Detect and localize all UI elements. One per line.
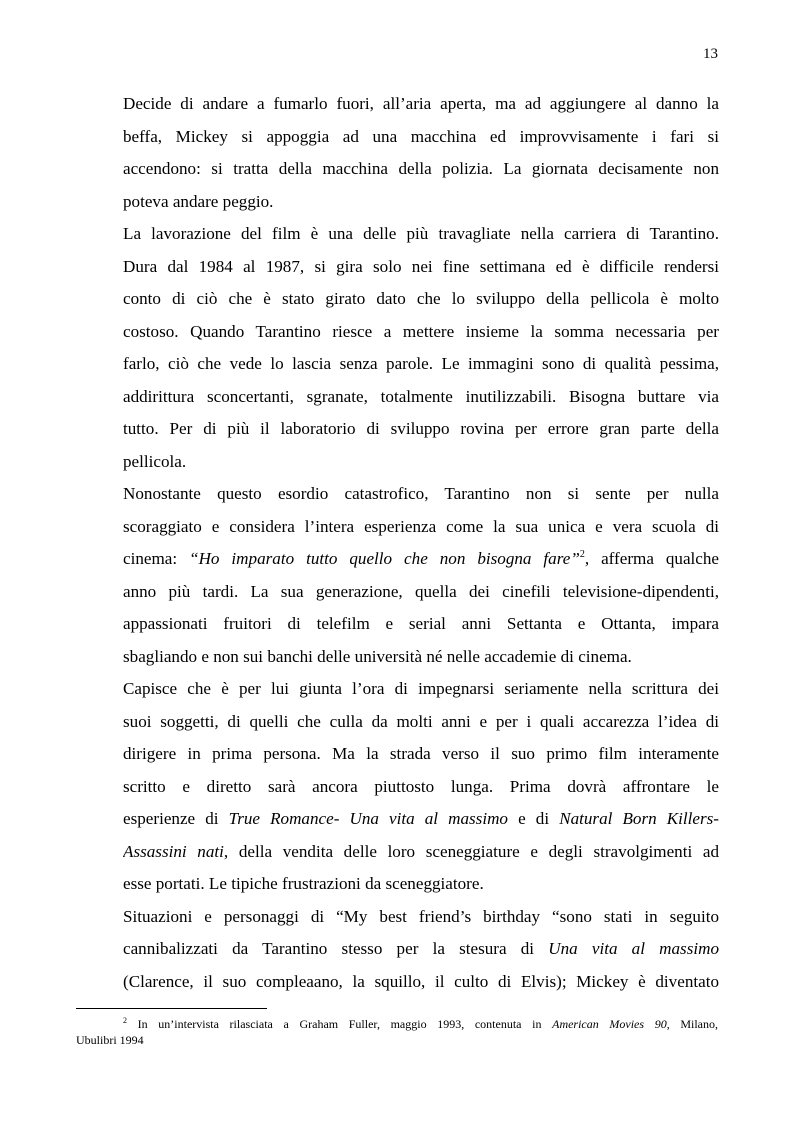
text-line: anno più tardi. La sua generazione, quella dei cinefili televisione-dipendenti, [123, 581, 719, 601]
footnote-title: American Movies 90 [552, 1017, 667, 1031]
text-line: esse portati. Le tipiche frustrazioni da sceneggiatore. [123, 874, 484, 893]
text-fragment: , della vendita delle loro sceneggiature e degli stravolgimenti ad [223, 841, 719, 861]
text-line-with-titles [123, 803, 719, 836]
footnote-separator [76, 1008, 267, 1009]
film-title: Natural Born Killers- [559, 809, 719, 828]
text-line: pellicola. [123, 451, 187, 471]
text-fragment: cannibalizzati da Tarantino stesso per la stesura di [123, 939, 535, 958]
text-line: conto di ciò che è stato girato dato che lo sviluppo della pellicola è molto [123, 289, 719, 308]
footnote-text: , Milano, [666, 1017, 718, 1031]
text-line: suoi soggetti, di quelli che culla da molti anni e per i quali accarezza l’idea di [123, 711, 719, 731]
text-line: Dura dal 1984 al 1987, si gira solo nei fine settimana ed è difficile rendersi [123, 256, 719, 276]
text-fragment: esperienze di [123, 809, 219, 828]
text-line: costoso. Quando Tarantino riesce a mettere insieme la somma necessaria per [123, 321, 719, 341]
body-text [123, 88, 719, 998]
film-title: True Romance- Una vita al massimo [228, 809, 508, 828]
text-line: dirigere in prima persona. Ma la strada verso il suo primo film interamente [123, 744, 719, 763]
footnote-reference[interactable]: 2 [579, 549, 585, 560]
text-line: addirittura sconcertanti, sgranate, totalmente inutilizzabili. Bisogna buttare via [123, 386, 719, 406]
text-line-with-title [123, 836, 719, 869]
paragraph-5 [123, 901, 719, 999]
footnote-line [76, 1017, 718, 1033]
text-line: scritto e diretto sarà ancora piuttosto lunga. Prima dovrà affrontare le [123, 776, 719, 796]
quotation: “Ho imparato tutto quello che non bisogna fare” [189, 549, 580, 568]
text-fragment: cinema: [123, 549, 178, 568]
footnote-line: Ubulibri 1994 [76, 1032, 144, 1047]
text-line: sbagliando e non sui banchi delle università né nelle accademie di cinema. [123, 646, 632, 666]
paragraph-1 [123, 88, 719, 218]
paragraph-4 [123, 673, 719, 901]
text-fragment: e di [518, 809, 550, 828]
text-line: poteva andare peggio. [123, 191, 274, 211]
text-line: scoraggiato e considera l’intera esperienza come la sua unica e vera scuola di [123, 516, 719, 536]
footnote-text: In un’intervista rilasciata a Graham Fuller, maggio 1993, contenuta in [137, 1017, 542, 1031]
paragraph-2 [123, 218, 719, 478]
film-title: Una vita al massimo [548, 939, 719, 958]
text-line-with-title [123, 933, 719, 966]
text-line-with-quote [123, 543, 719, 576]
text-line: tutto. Per di più il laboratorio di sviluppo rovina per errore gran parte della [123, 419, 719, 438]
text-line: Capisce che è per lui giunta l’ora di impegnarsi seriamente nella scrittura dei [123, 679, 719, 698]
page-number: 13 [703, 46, 718, 62]
text-line: farlo, ciò che vede lo lascia senza parole. Le immagini sono di qualità pessima, [123, 354, 719, 373]
paragraph-3 [123, 478, 719, 673]
footnote [76, 1017, 718, 1048]
text-line: Nonostante questo esordio catastrofico, Tarantino non si sente per nulla [123, 484, 719, 503]
text-line: Decide di andare a fumarlo fuori, all’aria aperta, ma ad aggiungere al danno la [123, 94, 719, 113]
text-line: accendono: si tratta della macchina della polizia. La giornata decisamente non [123, 159, 719, 178]
text-line: beffa, Mickey si appoggia ad una macchina ed improvvisamente i fari si [123, 126, 719, 146]
text-line: (Clarence, il suo compleaano, la squillo, il culto di Elvis); Mickey è diventato [123, 971, 719, 991]
text-fragment: , afferma qualche [584, 549, 719, 568]
text-line: La lavorazione del film è una delle più travagliate nella carriera di Tarantino. [123, 224, 719, 243]
footnote-marker: 2 [123, 1017, 127, 1025]
text-line: appassionati fruitori di telefilm e serial anni Settanta e Ottanta, impara [123, 614, 719, 633]
film-title: Assassini nati [123, 841, 224, 861]
text-line: Situazioni e personaggi di “My best friend’s birthday “sono stati in seguito [123, 906, 719, 926]
